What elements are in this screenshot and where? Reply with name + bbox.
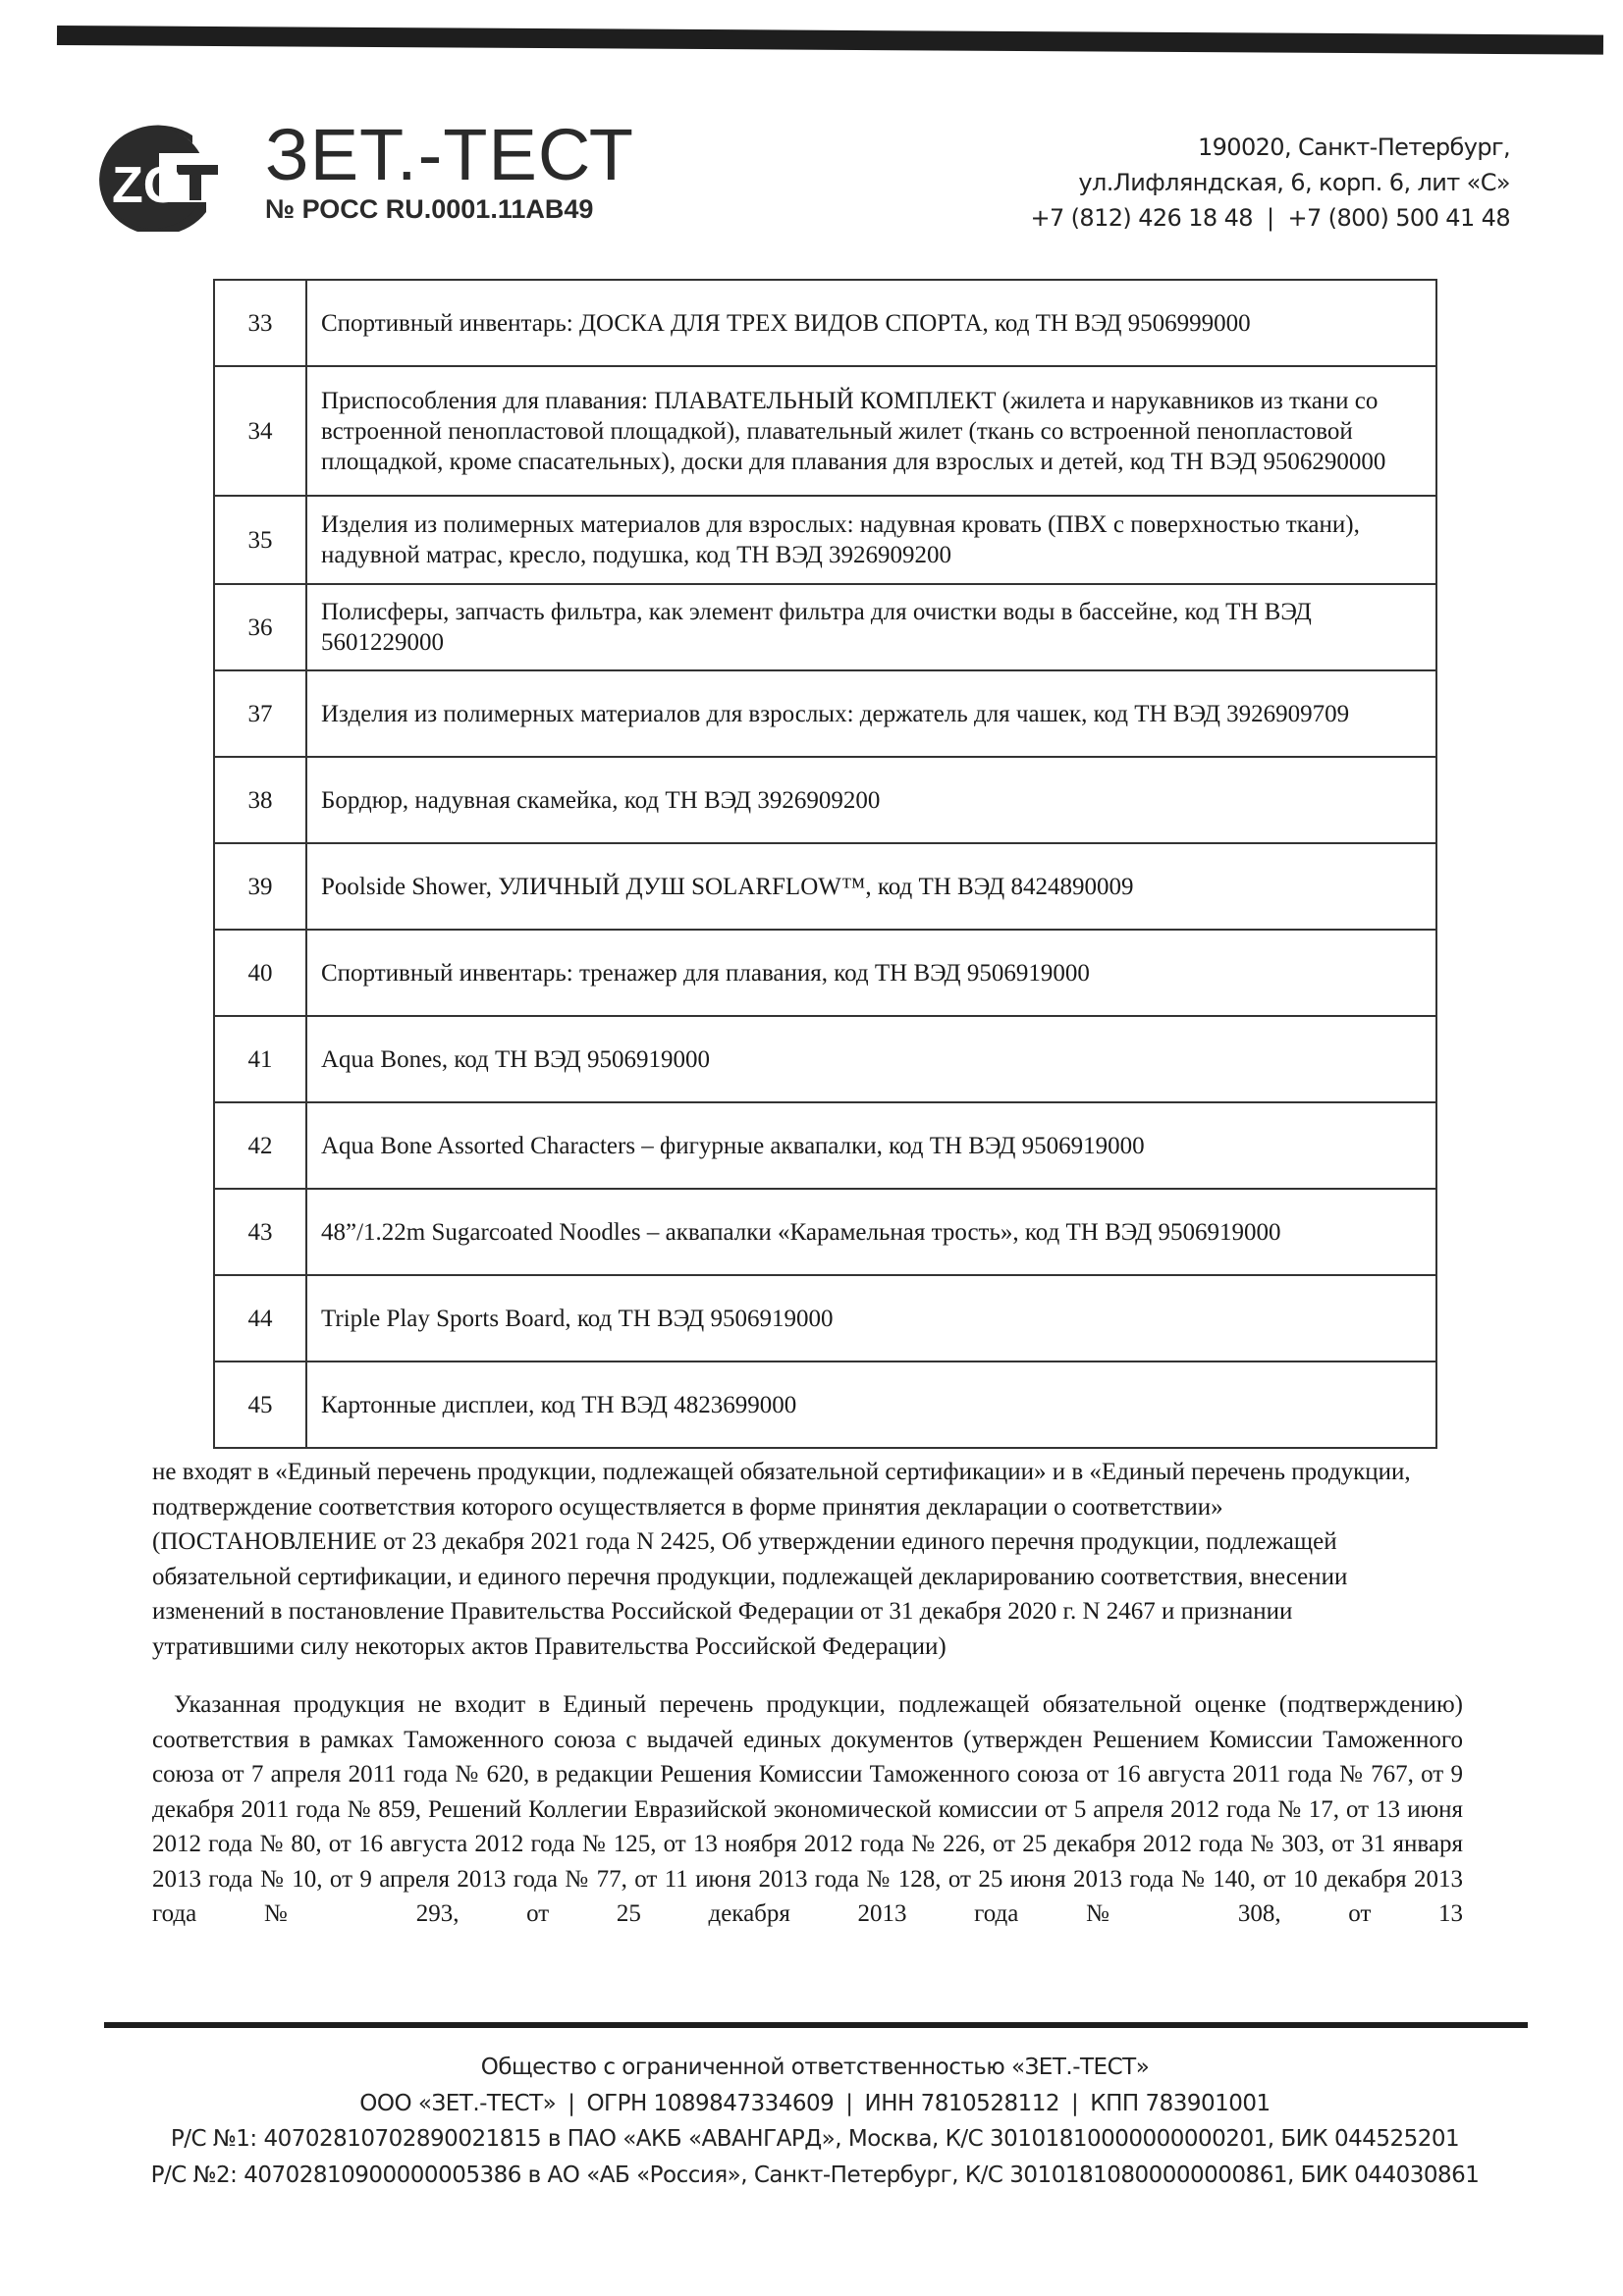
bank-account-2: Р/С №2: 40702810900000005386 в АО «АБ «Россия», Санкт-Петербург, К/С 30101810800000000861, БИК 044030861 [150, 2162, 1480, 2188]
row-number: 43 [214, 1189, 306, 1275]
table-row [214, 1189, 1436, 1275]
row-description: Aqua Bones, код ТН ВЭД 9506919000 [306, 1016, 1436, 1102]
row-number: 38 [214, 757, 306, 843]
row-description: Спортивный инвентарь: ДОСКА ДЛЯ ТРЕХ ВИДОВ СПОРТА, код ТН ВЭД 9506999000 [306, 280, 1436, 366]
row-description: 48”/1.22m Sugarcoated Noodles – аквапалки «Карамельная трость», код ТН ВЭД 9506919000 [306, 1189, 1436, 1275]
ogrn: ОГРН 1089847334609 [586, 2090, 835, 2116]
row-number: 39 [214, 843, 306, 930]
phone-line [1030, 200, 1510, 236]
table-row [214, 1102, 1436, 1189]
products-table [213, 279, 1437, 1449]
row-number: 45 [214, 1362, 306, 1448]
row-number: 34 [214, 366, 306, 496]
row-number: 35 [214, 496, 306, 584]
row-number: 44 [214, 1275, 306, 1362]
exemption-paragraph [152, 1455, 1527, 1664]
table-row [214, 280, 1436, 366]
customs-union-paragraph [152, 1687, 1463, 1932]
paragraph-line: обязательной сертификации, и единого перечня продукции, подлежащей декларированию соответствия, внесении [152, 1563, 1348, 1590]
table-row [214, 496, 1436, 584]
footer-rule [104, 2022, 1528, 2028]
letterhead-top-rule [57, 26, 1603, 55]
phone-separator: | [1266, 204, 1274, 232]
paragraph-line: изменений в постановление Правительства Российской Федерации от 31 декабря 2020 г. N 2467 и признании [152, 1598, 1293, 1625]
customs-union-text: Указанная продукция не входит в Единый перечень продукции, подлежащей обязательной оценке (подтверждению) соответствия в рамках Таможенного союза с выдачей единых документов (утвержден Решением Комиссии Таможенного союза от 7 апреля 2011 года № 620, в редакции Решения Комиссии Таможенного союза от 16 августа 2011 года № 767, от 9 декабря 2011 года № 859, Решений Коллегии Евразийской экономической комиссии от 5 апреля 2012 года № 17, от 13 июня 2012 года № 80, от 16 августа 2012 года № 125, от 13 ноября 2012 года № 226, от 25 декабря 2012 года № 303, от 31 января 2013 года № 10, от 9 апреля 2013 года № 77, от 11 июня 2013 года № 128, от 25 июня 2013 года № 140, от 10 декабря 2013 года № 293, от 25 декабря 2013 года № 308, от 13 [152, 1691, 1463, 1927]
company-short-name: ООО «ЗЕТ.-ТЕСТ» [359, 2090, 557, 2116]
separator: | [845, 2090, 853, 2116]
address-line-2: ул.Лифляндская, 6, корп. 6, лит «С» [1078, 169, 1510, 196]
row-description: Полисферы, запчасть фильтра, как элемент фильтра для очистки воды в бассейне, код ТН ВЭД 5601229000 [306, 584, 1436, 670]
row-description: Бордюр, надувная скамейка, код ТН ВЭД 3926909200 [306, 757, 1436, 843]
company-full-name: Общество с ограниченной ответственностью «ЗЕТ.-ТЕСТ» [480, 2055, 1150, 2080]
table-row [214, 670, 1436, 757]
separator: | [1071, 2090, 1079, 2116]
svg-text:ZG: ZG [112, 157, 184, 214]
row-number: 40 [214, 930, 306, 1016]
row-number: 36 [214, 584, 306, 670]
row-description: Приспособления для плавания: ПЛАВАТЕЛЬНЫЙ КОМПЛЕКТ (жилета и нарукавников из ткани со встроенной пенопластовой площадкой), плавательный жилет (ткань со встроенной пенопластовой площадкой, кроме спасательных), доски для плавания для взрослых и детей, код ТН ВЭД 9506290000 [306, 366, 1436, 496]
table-row [214, 757, 1436, 843]
table-row [214, 1016, 1436, 1102]
row-description: Poolside Shower, УЛИЧНЫЙ ДУШ SOLARFLOW™, код ТН ВЭД 8424890009 [306, 843, 1436, 930]
brand-name: ЗЕТ.-ТЕСТ [265, 114, 635, 195]
address-line-1: 190020, Санкт-Петербург, [1197, 133, 1510, 161]
paragraph-line: утратившими силу некоторых актов Правительства Российской Федерации) [152, 1632, 947, 1660]
company-ids-line [79, 2086, 1551, 2122]
row-number: 42 [214, 1102, 306, 1189]
company-address [1030, 130, 1510, 236]
row-number: 33 [214, 280, 306, 366]
kpp: КПП 783901001 [1090, 2090, 1271, 2116]
registration-number: № РОСС RU.0001.11АВ49 [265, 194, 594, 224]
table-row [214, 1362, 1436, 1448]
row-description: Изделия из полимерных материалов для взрослых: надувная кровать (ПВХ с поверхностью ткани), надувной матрас, кресло, подушка, код ТН ВЭД 3926909200 [306, 496, 1436, 584]
row-number: 41 [214, 1016, 306, 1102]
paragraph-line: подтверждение соответствия которого осуществляется в форме принятия декларации о соответствии» [152, 1493, 1223, 1521]
paragraph-line: не входят в «Единый перечень продукции, подлежащей обязательной сертификации» и в «Единый перечень продукции, [152, 1459, 1411, 1485]
row-description: Изделия из полимерных материалов для взрослых: держатель для чашек, код ТН ВЭД 3926909709 [306, 670, 1436, 757]
paragraph-line: (ПОСТАНОВЛЕНИЕ от 23 декабря 2021 года N 2425, Об утверждении единого перечня продукции, подлежащей [152, 1528, 1337, 1555]
row-description: Картонные дисплеи, код ТН ВЭД 4823699000 [306, 1362, 1436, 1448]
row-description: Triple Play Sports Board, код ТН ВЭД 9506919000 [306, 1275, 1436, 1362]
phone-2: +7 (800) 500 41 48 [1287, 204, 1510, 232]
bank-account-1: Р/С №1: 40702810702890021815 в ПАО «АКБ «АВАНГАРД», Москва, К/С 30101810000000000201, БИК 044525201 [170, 2126, 1460, 2152]
inn: ИНН 7810528112 [864, 2090, 1059, 2116]
table-row [214, 584, 1436, 670]
table-row [214, 843, 1436, 930]
table-row [214, 930, 1436, 1016]
row-description: Aqua Bone Assorted Characters – фигурные аквапалки, код ТН ВЭД 9506919000 [306, 1102, 1436, 1189]
company-logo-icon [98, 124, 218, 232]
row-description: Спортивный инвентарь: тренажер для плавания, код ТН ВЭД 9506919000 [306, 930, 1436, 1016]
phone-1: +7 (812) 426 18 48 [1030, 204, 1253, 232]
separator: | [568, 2090, 575, 2116]
company-requisites [79, 2050, 1551, 2193]
table-row [214, 366, 1436, 496]
table-row [214, 1275, 1436, 1362]
row-number: 37 [214, 670, 306, 757]
